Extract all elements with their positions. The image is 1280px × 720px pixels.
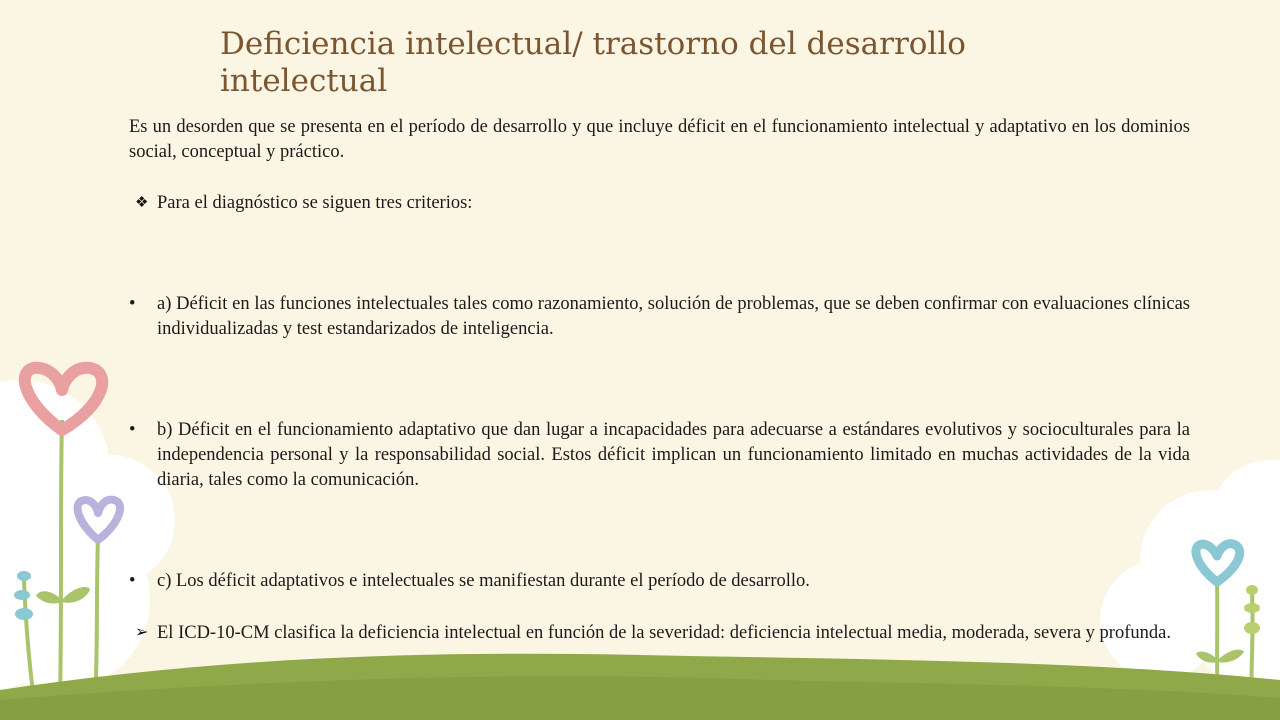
criterion-c-text: c) Los déficit adaptativos e intelectuales se manifiestan durante el período de desarrollo. bbox=[157, 571, 810, 591]
criterion-a-item bbox=[129, 292, 1190, 342]
icd-note-item bbox=[129, 618, 1190, 648]
bullet-icon: • bbox=[129, 571, 136, 591]
slide-title: Deficiencia intelectual/ trastorno del desarrollo intelectual bbox=[220, 26, 966, 99]
criterion-b-item bbox=[129, 418, 1190, 493]
bullet-icon: • bbox=[129, 420, 136, 440]
intro-paragraph: Es un desorden que se presenta en el período de desarrollo y que incluye déficit en el funcionamiento intelectual y adaptativo en los dominios social, conceptual y práctico. bbox=[129, 117, 1190, 162]
criteria-heading: Para el diagnóstico se siguen tres criterios: bbox=[157, 193, 473, 213]
icd-note-text: El ICD-10-CM clasifica la deficiencia intelectual en función de la severidad: deficiencia intelectual media, moderada, severa y profunda. bbox=[157, 623, 1171, 643]
criterion-b-text: b) Déficit en el funcionamiento adaptativo que dan lugar a incapacidades para adecuarse a estándares evolutivos y socioculturales para la independencia personal y la responsabilidad social. Estos déficit implican un funcionamiento limitado en muchas actividades de la vida diaria, tales como la comunicación. bbox=[157, 420, 1190, 490]
criterion-a-text: a) Déficit en las funciones intelectuales tales como razonamiento, solución de problemas, que se deben confirmar con evaluaciones clínicas individualizadas y test estandarizados de inteligencia. bbox=[157, 294, 1190, 339]
bullet-icon: • bbox=[129, 294, 136, 314]
criterion-c-item bbox=[129, 569, 1190, 594]
criteria-heading-item bbox=[129, 191, 1190, 216]
arrow-bullet-icon: ➢ bbox=[135, 624, 149, 641]
diamond-bullet-icon: ❖ bbox=[135, 195, 149, 211]
